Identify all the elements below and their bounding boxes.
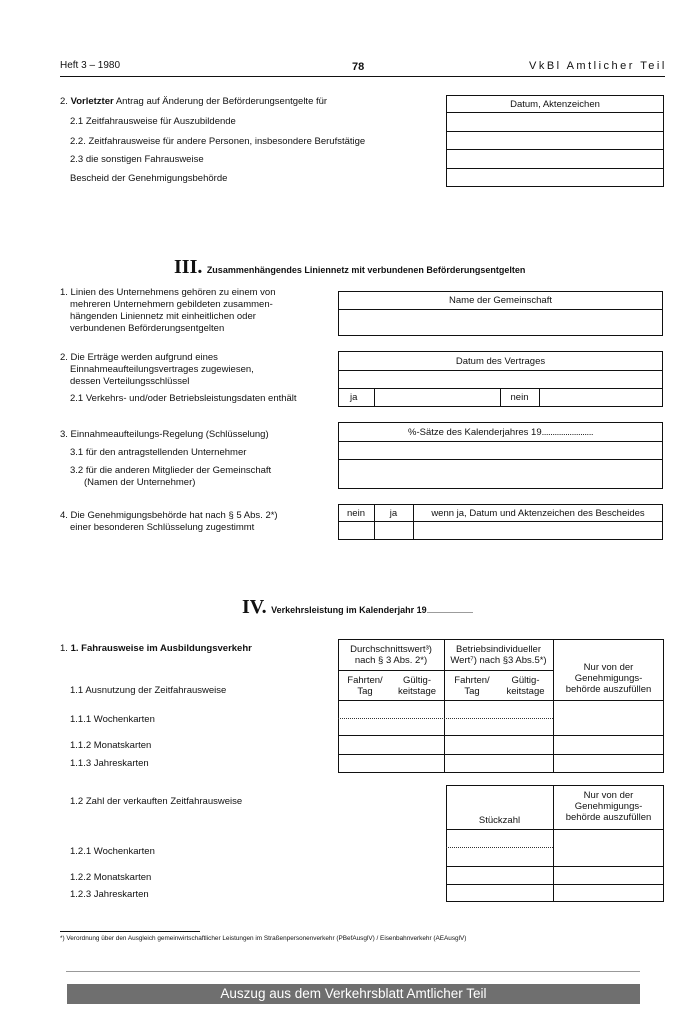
section3-item2-sub: 2.1 Verkehrs- und/oder Betriebsleistungsdaten enthält	[70, 393, 297, 404]
section2-box-header: Datum, Aktenzeichen	[510, 99, 600, 110]
quota-header: %-Sätze des Kalenderjahres 19........................	[408, 427, 593, 438]
section3-item2-l3: dessen Verteilungsschlüssel	[70, 376, 190, 387]
sub-gueltig-2: Gültig- keitstage	[506, 675, 545, 697]
section3-item3-sub1: 3.1 für den antragstellenden Unternehmer	[70, 447, 247, 458]
row-line	[338, 754, 664, 755]
header-rule	[60, 76, 665, 77]
col-line	[539, 388, 540, 407]
row-line	[338, 735, 664, 736]
row-line	[446, 149, 664, 150]
section3-item3: 3. Einnahmeaufteilungs-Regelung (Schlüsselung)	[60, 429, 269, 440]
approval-yes-col: ja	[389, 508, 398, 519]
row-line	[338, 370, 663, 371]
contract-no-label: nein	[510, 392, 529, 403]
footer-banner: Auszug aus dem Verkehrsblatt Amtlicher Teil	[67, 984, 640, 1004]
section3-item1-l3: hängenden Liniennetz mit einheitlichen oder	[70, 311, 256, 322]
dotted-line	[338, 718, 553, 719]
section3-item1-l1: 1. Linien des Unternehmens gehören zu einem von	[60, 287, 276, 298]
contract-yes-label: ja	[350, 392, 358, 403]
approval-no-col: nein	[347, 508, 365, 519]
section3-heading: III. Zusammenhängendes Liniennetz mit verbundenen Beförderungsentgelten	[174, 256, 526, 278]
row-line	[338, 459, 663, 460]
section4-item1: 1. 1. Fahrausweise im Ausbildungsverkehr	[60, 643, 252, 654]
sub-gueltig-1: Gültig- keitstage	[397, 675, 437, 697]
section4-heading: IV. Verkehrsleistung im Kalenderjahr 19.......................	[242, 596, 473, 618]
row-line	[446, 112, 664, 113]
sub-fahrten-1: Fahrten/ Tag	[347, 675, 383, 697]
footnote: *) Verordnung über den Ausgleich gemeinwirtschaftlicher Leistungen im Straßenpersonenverkehr (PBefAusglV) / Eisenbahnverkehr (AEAusglV)	[60, 935, 467, 942]
footnote-rule	[60, 931, 200, 932]
section3-item2-l2: Einnahmeaufteilungsvertrages zugewiesen,	[70, 364, 254, 375]
section2-item: 2. Vorletzter Antrag auf Änderung der Beförderungsentgelte für	[60, 96, 328, 107]
section3-item3-sub2-l1: 3.2 für die anderen Mitglieder der Gemeinschaft	[70, 465, 272, 476]
community-name-header: Name der Gemeinschaft	[449, 295, 552, 306]
section3-item1-l4: verbundenen Beförderungsentgelten	[70, 323, 225, 334]
journal-title: VkBl Amtlicher Teil	[529, 60, 667, 72]
col-behoerde: Nur von der Genehmigungs- behörde auszufüllen	[565, 662, 652, 695]
section2-sub-2: 2.2. Zeitfahrausweise für andere Personen, insbesondere Berufstätige	[70, 136, 366, 147]
row-line	[338, 309, 663, 310]
row-1-1: 1.1 Ausnutzung der Zeitfahrausweise	[70, 685, 227, 696]
row-line	[446, 829, 664, 830]
row-1-2-3: 1.2.3 Jahreskarten	[70, 889, 149, 900]
row-line	[338, 700, 664, 701]
dotted-line	[446, 847, 553, 848]
section3-item4-l2: einer besonderen Schlüsselung zugestimmt	[70, 522, 255, 533]
col-betriebsindividuell: Betriebsindividueller Wert⁷) nach §3 Abs.5*)	[450, 644, 547, 666]
section3-item1-l2: mehreren Unternehmern gebildeten zusammen-	[70, 299, 273, 310]
section2-sub-4: Bescheid der Genehmigungsbehörde	[70, 173, 228, 184]
row-line	[338, 521, 663, 522]
row-1-1-1: 1.1.1 Wochenkarten	[70, 714, 155, 725]
section2-sub-3: 2.3 die sonstigen Fahrausweise	[70, 154, 204, 165]
row-line	[446, 131, 664, 132]
row-1-2: 1.2 Zahl der verkauften Zeitfahrausweise	[70, 796, 243, 807]
issue-label: Heft 3 – 1980	[60, 60, 121, 71]
page-number: 78	[352, 61, 365, 73]
footer-rule	[66, 971, 640, 972]
row-line	[446, 884, 664, 885]
row-1-2-1: 1.2.1 Wochenkarten	[70, 846, 155, 857]
row-1-1-2: 1.1.2 Monatskarten	[70, 740, 152, 751]
approval-desc-col: wenn ja, Datum und Aktenzeichen des Bescheides	[431, 508, 645, 519]
section3-item2-l1: 2. Die Erträge werden aufgrund eines	[60, 352, 218, 363]
section2-sub-1: 2.1 Zeitfahrausweise für Auszubildende	[70, 116, 236, 127]
section3-item4-l1: 4. Die Genehmigungsbehörde hat nach § 5 Abs. 2*)	[60, 510, 278, 521]
col-line	[374, 388, 375, 407]
row-line	[446, 866, 664, 867]
row-line	[338, 441, 663, 442]
col-behoerde-2: Nur von der Genehmigungs- behörde auszufüllen	[565, 790, 652, 823]
section3-item3-sub2-l2: (Namen der Unternehmer)	[84, 477, 196, 488]
col-durchschnittswert: Durchschnittswert³) nach § 3 Abs. 2*)	[350, 644, 432, 666]
row-line	[446, 168, 664, 169]
col-stueckzahl: Stückzahl	[478, 815, 521, 826]
sub-fahrten-2: Fahrten/ Tag	[454, 675, 490, 697]
row-1-2-2: 1.2.2 Monatskarten	[70, 872, 152, 883]
row-line	[338, 670, 553, 671]
row-1-1-3: 1.1.3 Jahreskarten	[70, 758, 149, 769]
contract-date-header: Datum des Vertrages	[455, 356, 546, 367]
col-line	[553, 639, 554, 773]
